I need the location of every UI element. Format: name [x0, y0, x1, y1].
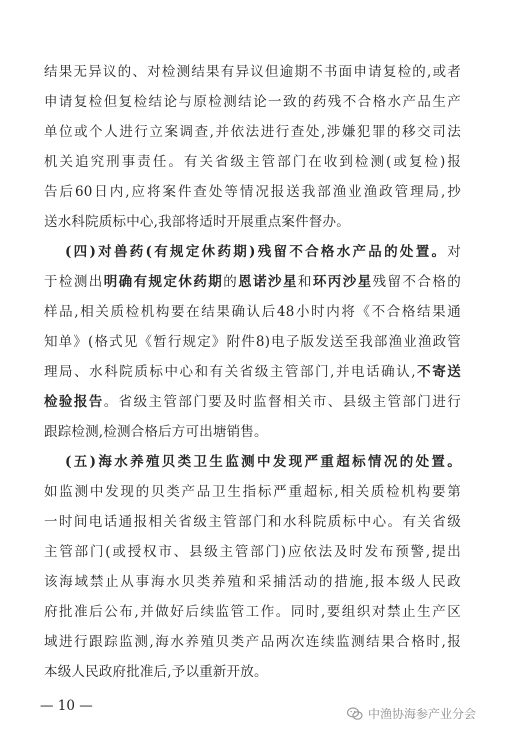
text-line: 本级人民政府批准后,予以重新开放。: [44, 664, 268, 680]
watermark: [347, 705, 476, 722]
text-line: [44, 363, 461, 381]
bold-term: 检验报告: [44, 394, 104, 410]
bold-term: 环丙沙星: [312, 274, 373, 290]
text-line: 样品,相关质检机构要在结果确认后48小时内将《不合格结果通: [44, 304, 461, 320]
text-run: 于检测出: [44, 274, 104, 290]
text-line: 知单》(格式见《暂行规定》附件8)电子版发送至我部渔业渔政管: [44, 334, 461, 350]
text-line: 送水科院质标中心,我部将适时开展重点案件督办。: [44, 214, 350, 230]
bold-term: 恩诺沙星: [238, 274, 298, 290]
text-line: 如监测中发现的贝类产品卫生指标严重超标,相关质检机构要第: [44, 484, 461, 500]
text-line: 府批准后公布,并做好后续监管工作。同时,要组织对禁止生产区: [44, 604, 461, 620]
text-run: 残留不合格的: [372, 274, 461, 290]
section-heading-line: [65, 243, 461, 261]
text-line: 一时间电话通报相关省级主管部门和水科院质标中心。有关省级: [44, 514, 461, 530]
text-line: 申请复检但复检结论与原检测结论一致的药残不合格水产品生产: [44, 94, 461, 110]
text-line: 单位或个人进行立案调查,并依法进行查处,涉嫌犯罪的移交司法: [44, 124, 461, 140]
text-line: [44, 393, 461, 411]
watermark-text: 中渔协海参产业分会: [368, 707, 477, 721]
text-run: 对: [447, 244, 461, 260]
text-run: 和: [297, 274, 313, 290]
text-run: 。省级主管部门要及时监督相关市、县级主管部门进行: [103, 394, 461, 410]
section-heading-line: [65, 453, 461, 471]
text-line: 结果无异议的、对检测结果有异议但逾期不书面申请复检的,或者: [44, 64, 461, 80]
section-heading-4: (四)对兽药(有规定休药期)残留不合格水产品的处置。: [65, 244, 448, 260]
text-line: 告后60日内,应将案件查处等情况报送我部渔业渔政管理局,抄: [44, 184, 461, 200]
section-heading-5: (五)海水养殖贝类卫生监测中发现严重超标情况的处置。: [65, 454, 461, 470]
text-line: 该海域禁止从事海水贝类养殖和采捕活动的措施,报本级人民政: [44, 574, 461, 590]
text-run: 理局、水科院质标中心和有关省级主管部门,并电话确认,: [44, 364, 416, 380]
text-line: [44, 273, 461, 291]
text-line: 跟踪检测,检测合格后方可出塘销售。: [44, 424, 268, 440]
text-line: 机关追究刑事责任。有关省级主管部门在收到检测(或复检)报: [44, 154, 461, 170]
text-line: 域进行跟踪监测,海水养殖贝类产品两次连续监测结果合格时,报: [44, 634, 461, 650]
bold-term: 明确有规定休药期: [103, 274, 224, 290]
page-number: — 10 —: [40, 698, 93, 714]
wechat-icon: [347, 707, 363, 721]
text-run: 的: [223, 274, 239, 290]
bold-term: 不寄送: [415, 364, 461, 380]
text-line: 主管部门(或授权市、县级主管部门)应依法及时发布预警,提出: [44, 544, 461, 560]
